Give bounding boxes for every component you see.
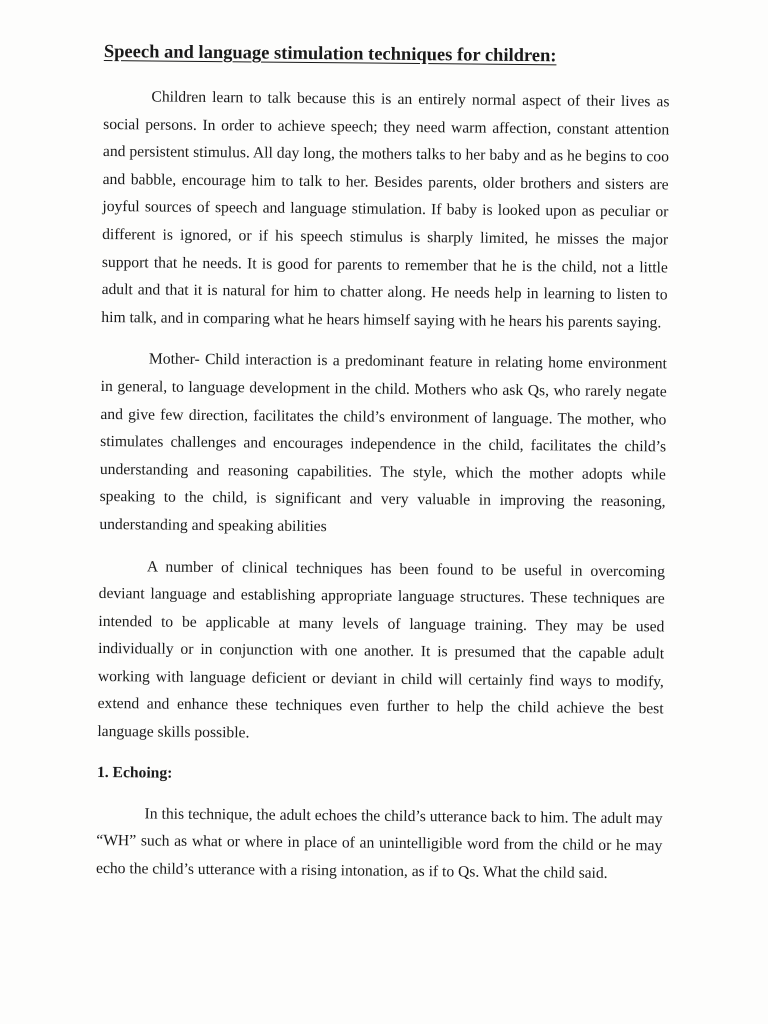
paragraph-clinical-techniques: A number of clinical techniques has been found to be useful in overcoming deviant language and establishing appropriate language structures. These techniques are intended to be applicable at many levels of language training. They may be used individually or in conjunction with one another. It is presumed that the capable adult working with language deficient or deviant in child will certainly find ways to modify, extend and enhance these techniques even further to help the child achieve the best language skills possible.	[97, 557, 666, 742]
page-content	[96, 42, 670, 902]
section-heading-echoing: 1. Echoing:	[96, 763, 173, 782]
paragraph-intro: Children learn to talk because this is an entirely normal aspect of their lives as social persons. In order to achieve speech; they need warm affection, constant attention and persistent stimulus. All day long, the mothers talks to her baby and as he begins to coo and babble, encourage him to talk to her. Besides parents, older brothers and sisters are joyful sources of speech and language stimulation. If baby is looked upon as peculiar or different is ignored, or if his speech stimulus is sharply limited, he misses the major support that he needs. It is good for parents to remember that he is the child, not a little adult and that it is natural for him to chatter along. He needs help in learning to listen to him talk, and in comparing what he hears himself saying with he hears his parents saying.	[101, 88, 670, 332]
paragraph-mother-child: Mother- Child interaction is a predominant feature in relating home environment in general, to language development in the child. Mothers who ask Qs, who rarely negate and give few direction, facilitates the child’s environment of language. The mother, who stimulates challenges and encourages independence in the child, facilitates the child’s understanding and reasoning capabilities. The style, which the mother adopts while speaking to the child, is significant and very valuable in improving the reasoning, understanding and speaking abilities	[99, 350, 668, 536]
document-title: Speech and language stimulation techniques for children:	[103, 42, 557, 67]
paragraph-echoing: In this technique, the adult echoes the child’s utterance back to him. The adult may “WH” such as what or where in place of an unintelligible word from the child or he may echo the child’s utterance with a rising intonation, as if to Qs. What the child said.	[95, 805, 663, 882]
